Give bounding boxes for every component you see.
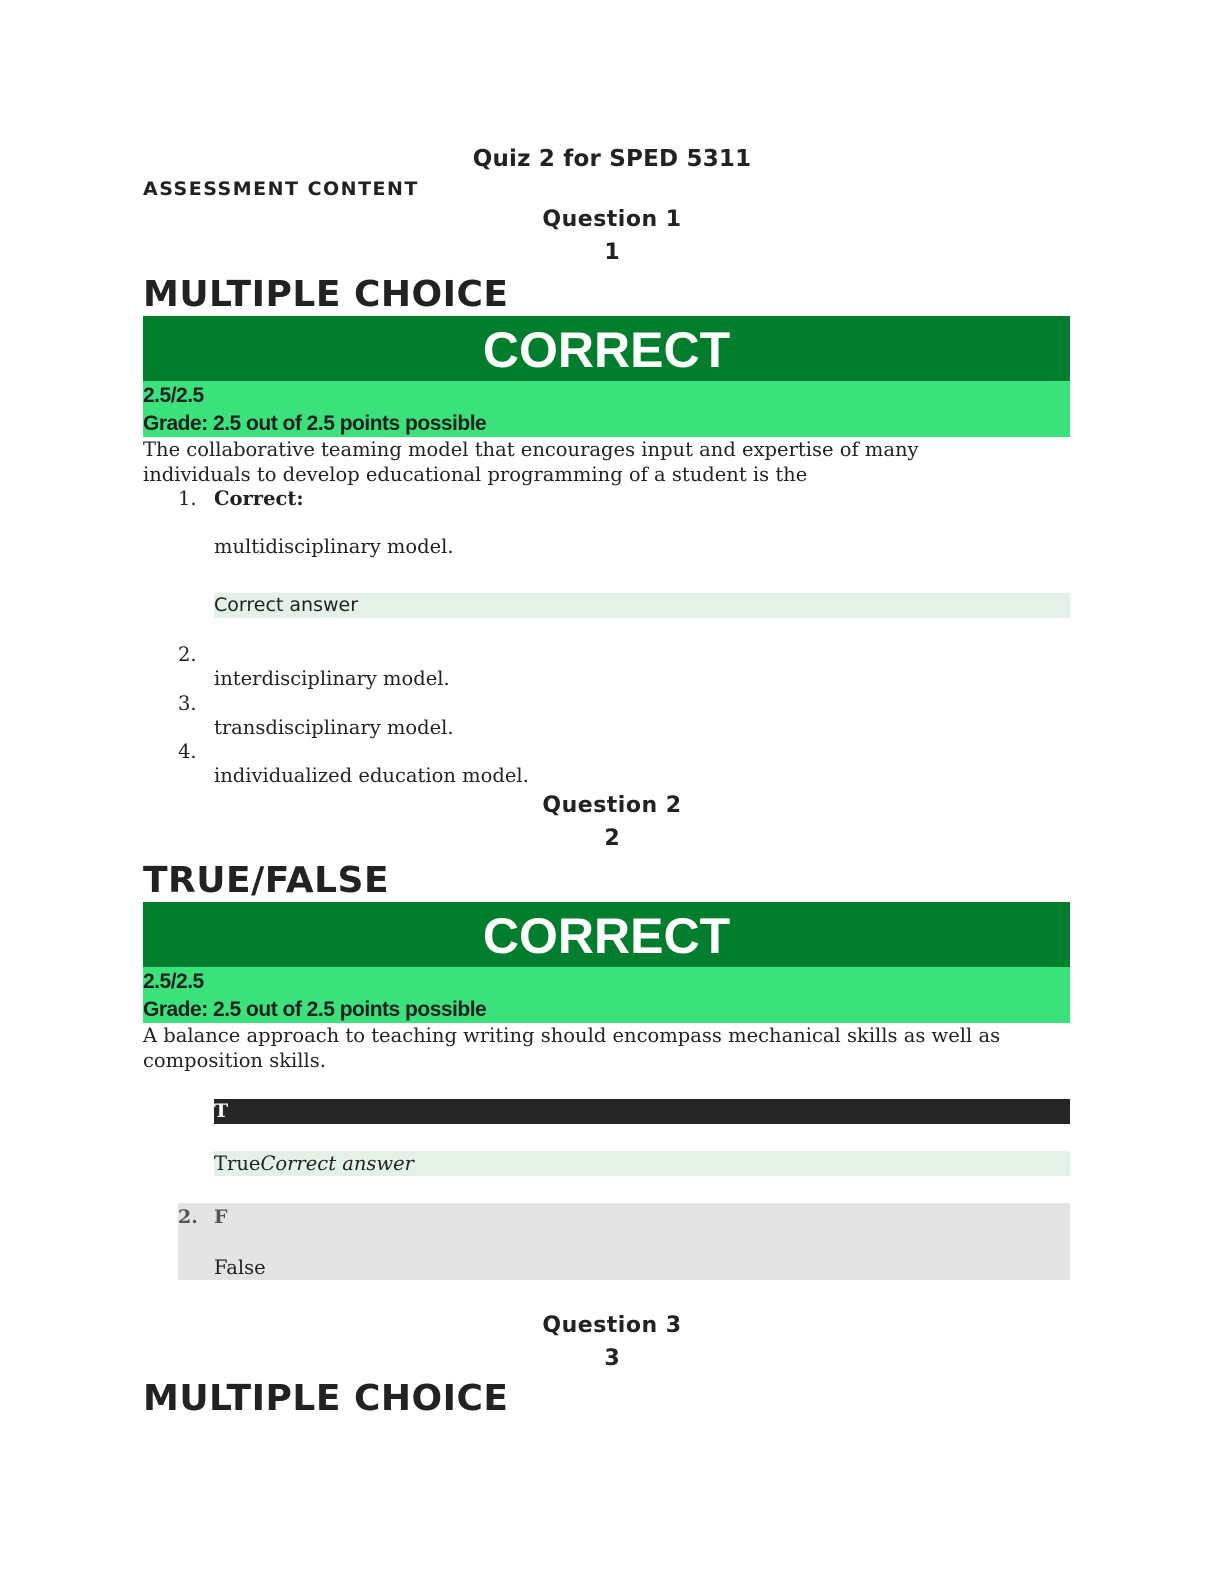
- question-2-text-line-1: A balance approach to teaching writing should encompass mechanical skills as well as: [143, 1024, 1001, 1047]
- option-false-label: F: [214, 1206, 228, 1228]
- question-1-type: MULTIPLE CHOICE: [143, 274, 509, 315]
- option-false-block[interactable]: [178, 1203, 1070, 1280]
- option-true-row[interactable]: [214, 1151, 1070, 1176]
- option-3-number: 3.: [178, 692, 197, 715]
- question-3-type: MULTIPLE CHOICE: [143, 1378, 509, 1419]
- option-2-number: 2.: [178, 643, 197, 666]
- option-2-text[interactable]: interdisciplinary model.: [214, 667, 450, 690]
- question-1-number: 1: [604, 240, 620, 265]
- option-false-number: 2.: [178, 1206, 198, 1228]
- question-1-text-line-2: individuals to develop educational programming of a student is the: [143, 463, 808, 486]
- option-4-number: 4.: [178, 740, 197, 763]
- option-3-text[interactable]: transdisciplinary model.: [214, 716, 454, 739]
- question-1-text-line-1: The collaborative teaming model that encourages input and expertise of many: [143, 438, 919, 461]
- question-3-number: 3: [604, 1346, 620, 1371]
- question-2-number: 2: [604, 826, 620, 851]
- question-1-score-panel: [143, 381, 1070, 437]
- section-label: ASSESSMENT CONTENT: [143, 178, 419, 200]
- question-2-heading: Question 2: [542, 793, 682, 818]
- option-true-text: True: [214, 1152, 261, 1175]
- question-1-status-banner: CORRECT: [143, 316, 1070, 381]
- question-3-heading: Question 3: [542, 1313, 682, 1338]
- question-2-score-panel: [143, 967, 1070, 1023]
- question-2-text: [143, 1023, 1070, 1073]
- option-true-label-bar[interactable]: [214, 1099, 1070, 1124]
- document-title: Quiz 2 for SPED 5311: [472, 146, 752, 172]
- question-2-score: 2.5/2.5: [143, 970, 204, 993]
- option-1-number: 1.: [178, 487, 197, 510]
- question-1-grade: Grade: 2.5 out of 2.5 points possible: [143, 412, 487, 435]
- question-1-heading: Question 1: [542, 207, 682, 232]
- option-1-correct-answer-note: Correct answer: [214, 593, 1070, 618]
- question-2-grade: Grade: 2.5 out of 2.5 points possible: [143, 998, 487, 1021]
- question-1-text: [143, 437, 1070, 487]
- option-true-label: T: [214, 1100, 229, 1122]
- option-1-correct-label: Correct:: [214, 487, 304, 510]
- option-false-text: False: [214, 1256, 266, 1279]
- option-4-text[interactable]: individualized education model.: [214, 764, 529, 787]
- question-2-type: TRUE/FALSE: [143, 860, 390, 901]
- option-true-correct-answer-note: Correct answer: [260, 1152, 414, 1175]
- question-2-status-banner: CORRECT: [143, 902, 1070, 967]
- question-1-score: 2.5/2.5: [143, 384, 204, 407]
- question-2-text-line-2: composition skills.: [143, 1049, 326, 1072]
- option-1-text[interactable]: multidisciplinary model.: [214, 535, 454, 558]
